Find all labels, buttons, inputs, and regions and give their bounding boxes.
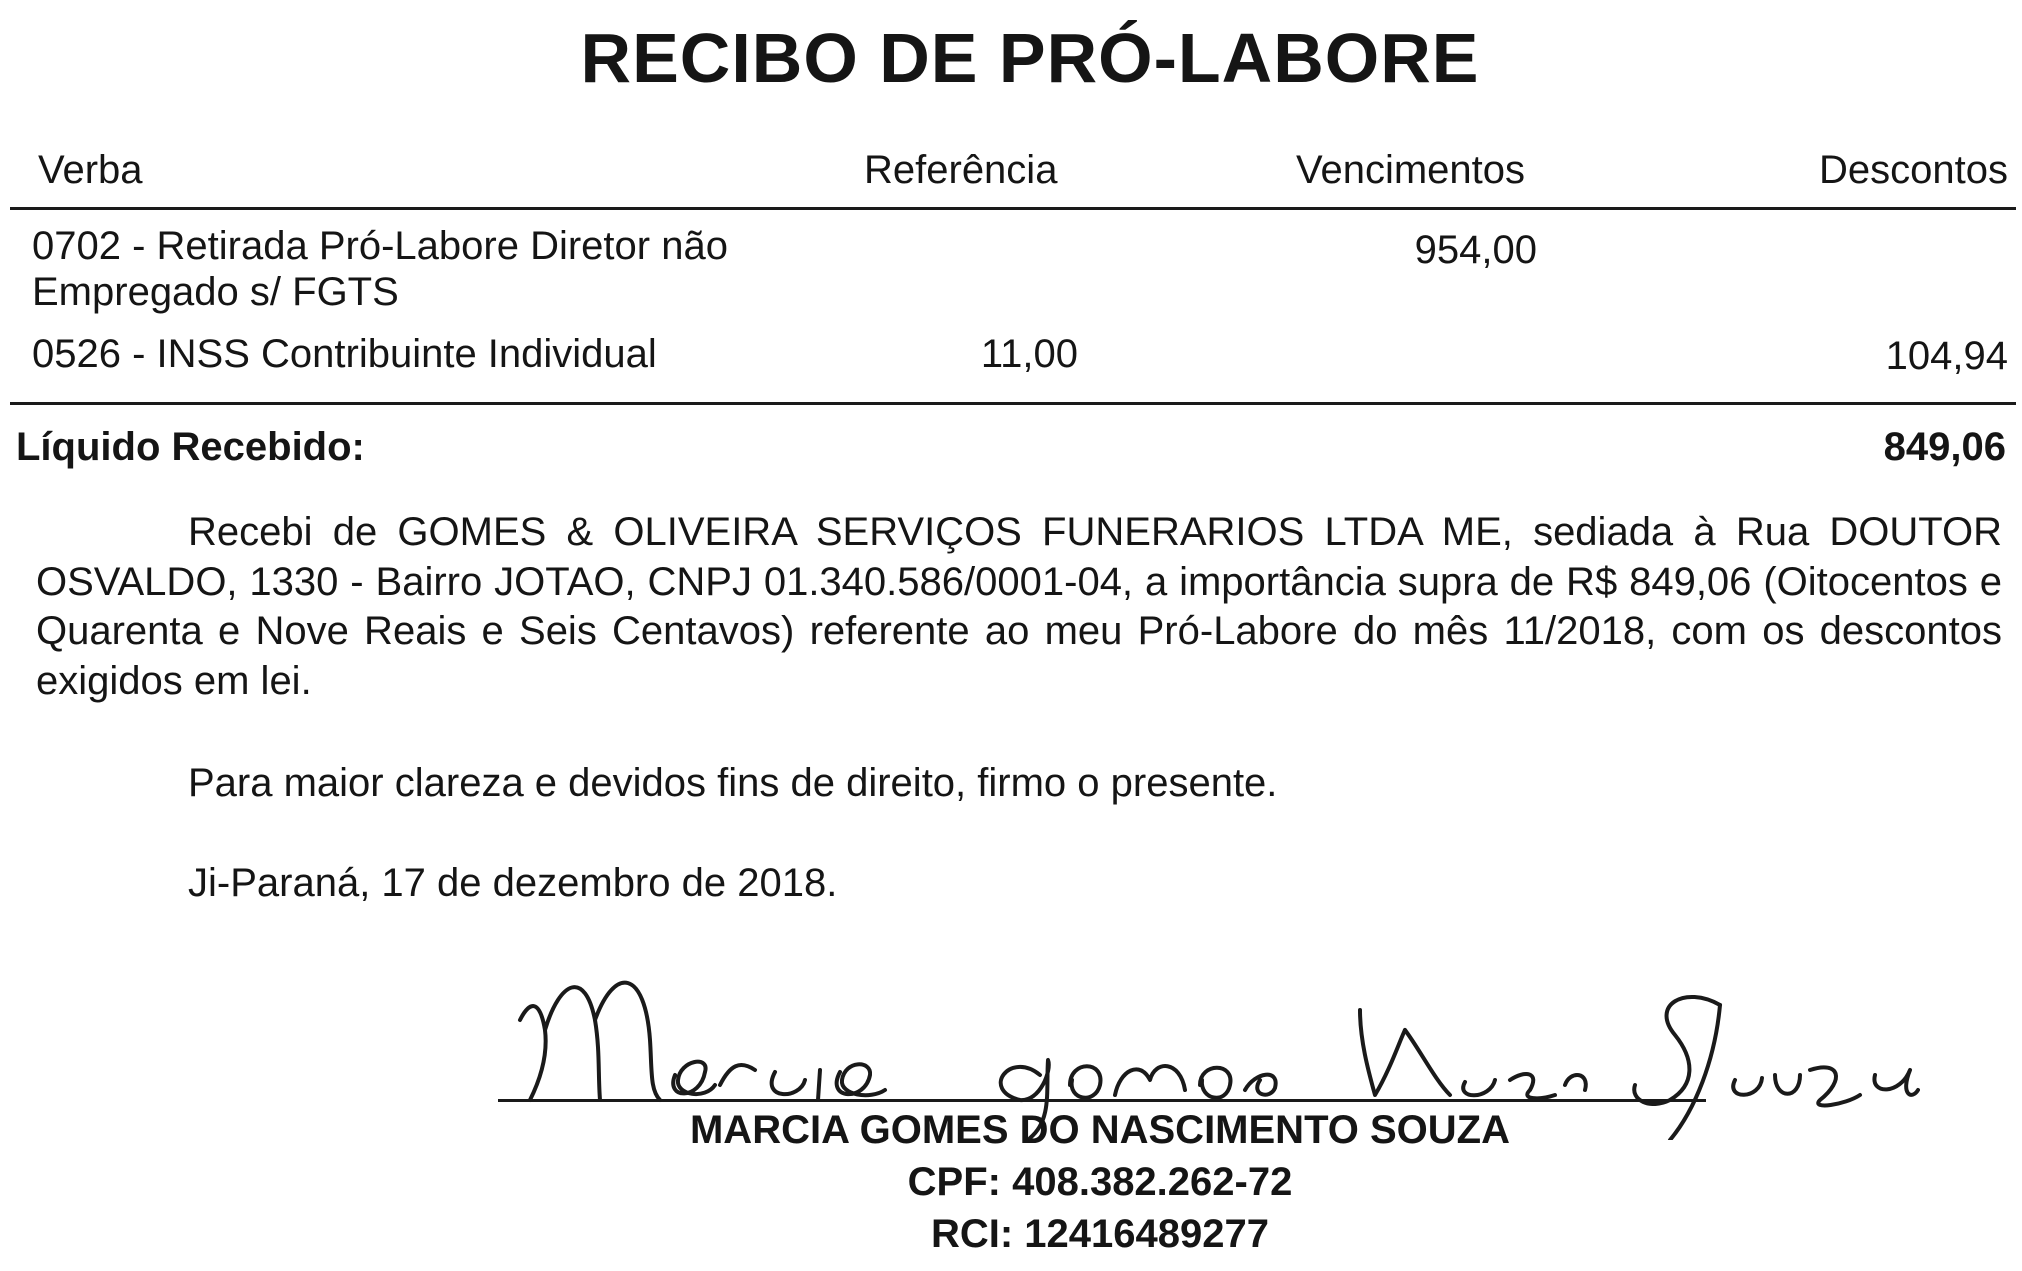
signer-rci: RCI: 12416489277	[930, 1212, 1270, 1256]
row-1-verba-line1: 0702 - Retirada Pró-Labore Diretor não	[32, 224, 728, 268]
signer-name: MARCIA GOMES DO NASCIMENTO SOUZA	[689, 1108, 1511, 1152]
header-descontos: Descontos	[1819, 148, 2008, 192]
total-rule	[10, 402, 2016, 405]
row-2-descontos: 104,94	[1885, 334, 2008, 378]
row-2-verba: 0526 - INSS Contribuinte Individual	[32, 332, 657, 376]
receipt-paragraph: Recebi de GOMES & OLIVEIRA SERVIÇOS FUNERARIOS LTDA ME, sediada à Rua DOUTOR OSVALDO, 1330 - Bairro JOTAO, CNPJ 01.340.586/0001-04, a importância supra de R$ 849,06 (Oitocentos e Quarenta e Nove Reais e Seis Centavos) referente ao meu Pró-Labore do mês 11/2018, com os descontos exigidos em lei.	[36, 510, 2002, 703]
row-1-vencimentos: 954,00	[1414, 228, 1537, 272]
net-value: 849,06	[1883, 425, 2006, 469]
receipt-title: RECIBO DE PRÓ-LABORE	[580, 19, 1480, 97]
signer-cpf: CPF: 408.382.262-72	[907, 1160, 1293, 1204]
clarity-line: Para maior clareza e devidos fins de direito, firmo o presente.	[188, 761, 1278, 805]
signature-line	[498, 1099, 1706, 1102]
header-vencimentos: Vencimentos	[1296, 148, 1526, 192]
row-1-verba-line2: Empregado s/ FGTS	[32, 270, 399, 314]
place-date: Ji-Paraná, 17 de dezembro de 2018.	[188, 861, 838, 905]
header-referencia: Referência	[864, 148, 1058, 192]
header-rule	[10, 207, 2016, 210]
net-label: Líquido Recebido:	[16, 425, 365, 469]
row-2-referencia: 11,00	[980, 332, 1078, 376]
header-verba: Verba	[38, 148, 143, 192]
